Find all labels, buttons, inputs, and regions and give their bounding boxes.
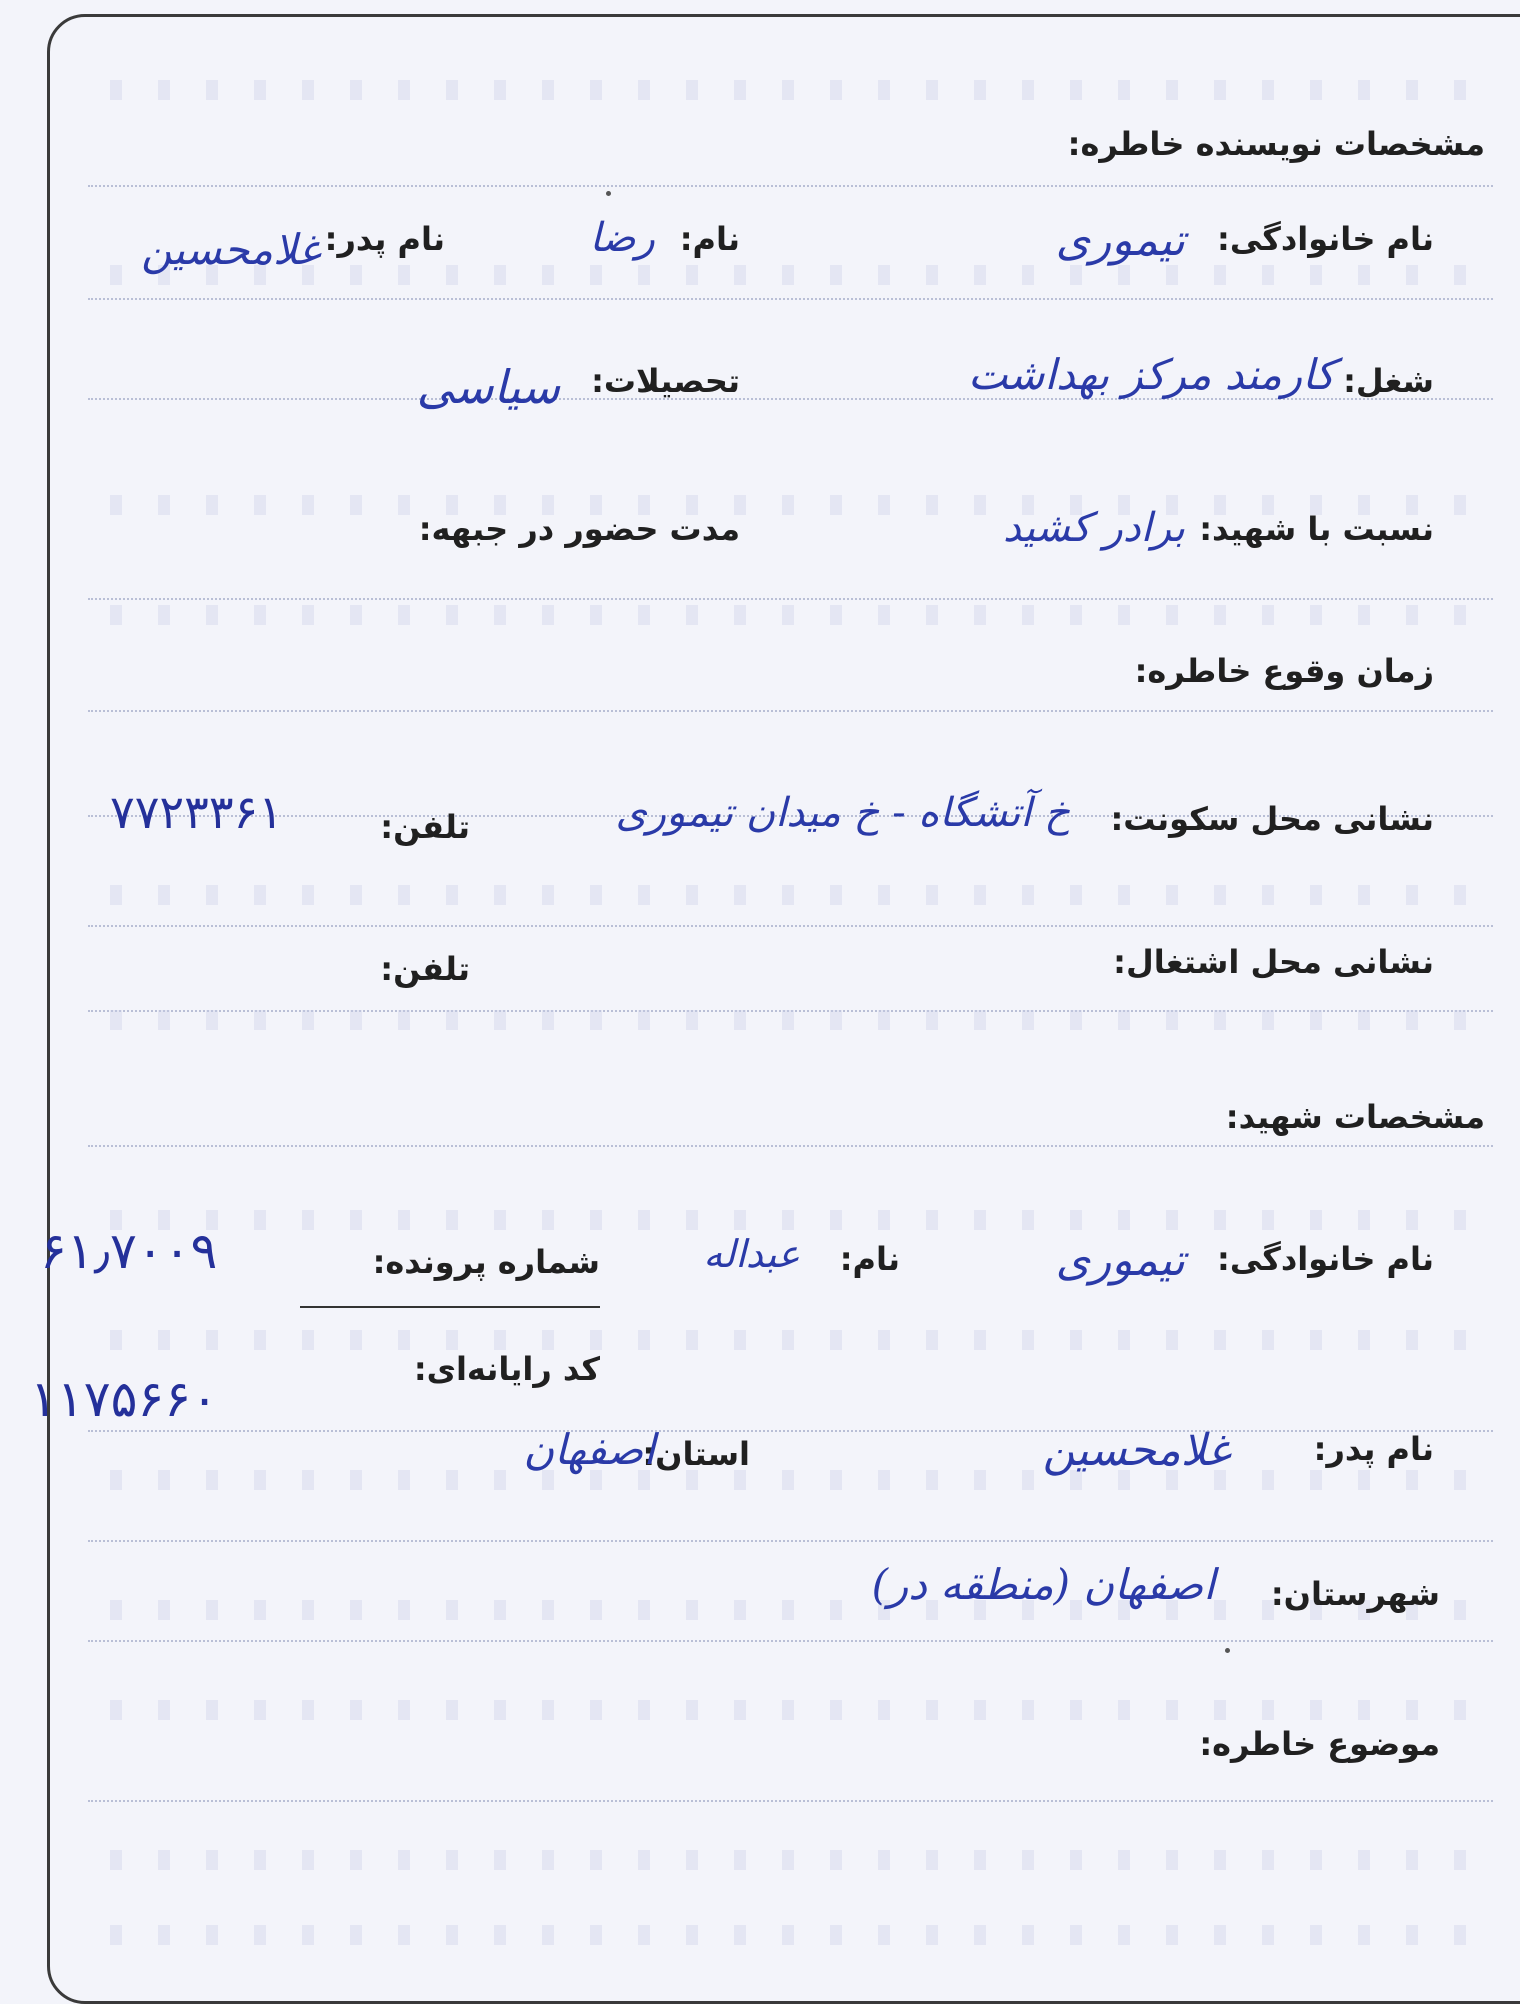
ruled-line	[88, 1800, 1493, 1802]
ruled-line	[88, 298, 1493, 300]
writer-first-label: نام:	[679, 220, 740, 258]
writer-education-value: سیاسی	[416, 360, 560, 414]
writer-job-label: شغل:	[1343, 362, 1434, 400]
writer-duration-label: مدت حضور در جبهه:	[418, 510, 740, 548]
writer-work-phone-label: تلفن:	[380, 950, 470, 988]
martyr-first-value: عبداله	[703, 1232, 800, 1276]
ink-dot	[606, 191, 611, 196]
writer-father-label: نام پدر:	[324, 220, 445, 258]
martyr-family-value: تیموری	[1055, 1235, 1185, 1286]
bleed-through-text	[88, 80, 1493, 100]
martyr-code-value: ۱۱۷۵۶۶۰	[30, 1370, 218, 1428]
writer-phone-value: ۷۷۲۳۳۶۱	[110, 785, 283, 839]
martyr-file-value: ۶۱٫۷۰۰۹	[40, 1222, 218, 1280]
martyr-first-label: نام:	[839, 1240, 900, 1278]
ruled-line	[88, 710, 1493, 712]
writer-family-label: نام خانوادگی:	[1217, 220, 1434, 258]
ruled-line	[88, 1430, 1493, 1432]
martyr-province-label: استان:	[642, 1435, 750, 1473]
writer-father-value: غلامحسین	[141, 225, 320, 274]
writer-time-label: زمان وقوع خاطره:	[1134, 652, 1434, 690]
martyr-file-label: شماره پرونده:	[372, 1243, 600, 1281]
martyr-topic-label: موضوع خاطره:	[1199, 1725, 1440, 1763]
martyr-heading: مشخصات شهید:	[1225, 1098, 1485, 1136]
writer-phone-label: تلفن:	[380, 808, 470, 846]
ruled-line	[88, 1540, 1493, 1542]
ruled-line	[88, 598, 1493, 600]
bleed-through-text	[88, 1700, 1493, 1720]
writer-home-label: نشانی محل سکونت:	[1110, 800, 1434, 838]
bleed-through-text	[88, 1210, 1493, 1230]
martyr-city-value: اصفهان (منطقه در)	[871, 1560, 1215, 1609]
martyr-city-label: شهرستان:	[1270, 1575, 1440, 1613]
ruled-line	[88, 1640, 1493, 1642]
writer-heading: مشخصات نویسنده خاطره:	[1067, 125, 1485, 163]
writer-first-value: رضا	[589, 215, 655, 261]
writer-relation-value: برادر کشید	[1003, 505, 1185, 551]
ruled-line	[88, 185, 1493, 187]
bleed-through-text	[88, 605, 1493, 625]
martyr-code-label: کد رایانه‌ای:	[413, 1350, 600, 1388]
writer-job-value: کارمند مرکز بهداشت	[967, 350, 1335, 399]
bleed-through-text	[88, 1850, 1493, 1870]
bleed-through-text	[88, 1330, 1493, 1350]
ruled-line	[88, 1145, 1493, 1147]
writer-family-value: تیموری	[1055, 215, 1185, 266]
martyr-father-value: غلامحسین	[1042, 1425, 1230, 1476]
bleed-through-text	[88, 1925, 1493, 1945]
bleed-through-text	[88, 1010, 1493, 1030]
writer-education-label: تحصیلات:	[591, 362, 740, 400]
martyr-family-label: نام خانوادگی:	[1217, 1240, 1434, 1278]
file-number-underline	[300, 1306, 600, 1308]
bleed-through-text	[88, 1470, 1493, 1490]
writer-relation-label: نسبت با شهید:	[1199, 510, 1434, 548]
ruled-line	[88, 925, 1493, 927]
martyr-father-label: نام پدر:	[1313, 1430, 1434, 1468]
martyr-province-value: اصفهان	[523, 1425, 655, 1474]
ink-dot	[1225, 1648, 1230, 1653]
writer-home-value: خ آتشگاه - خ میدان تیموری	[615, 790, 1070, 836]
bleed-through-text	[88, 885, 1493, 905]
writer-work-label: نشانی محل اشتغال:	[1113, 943, 1434, 981]
